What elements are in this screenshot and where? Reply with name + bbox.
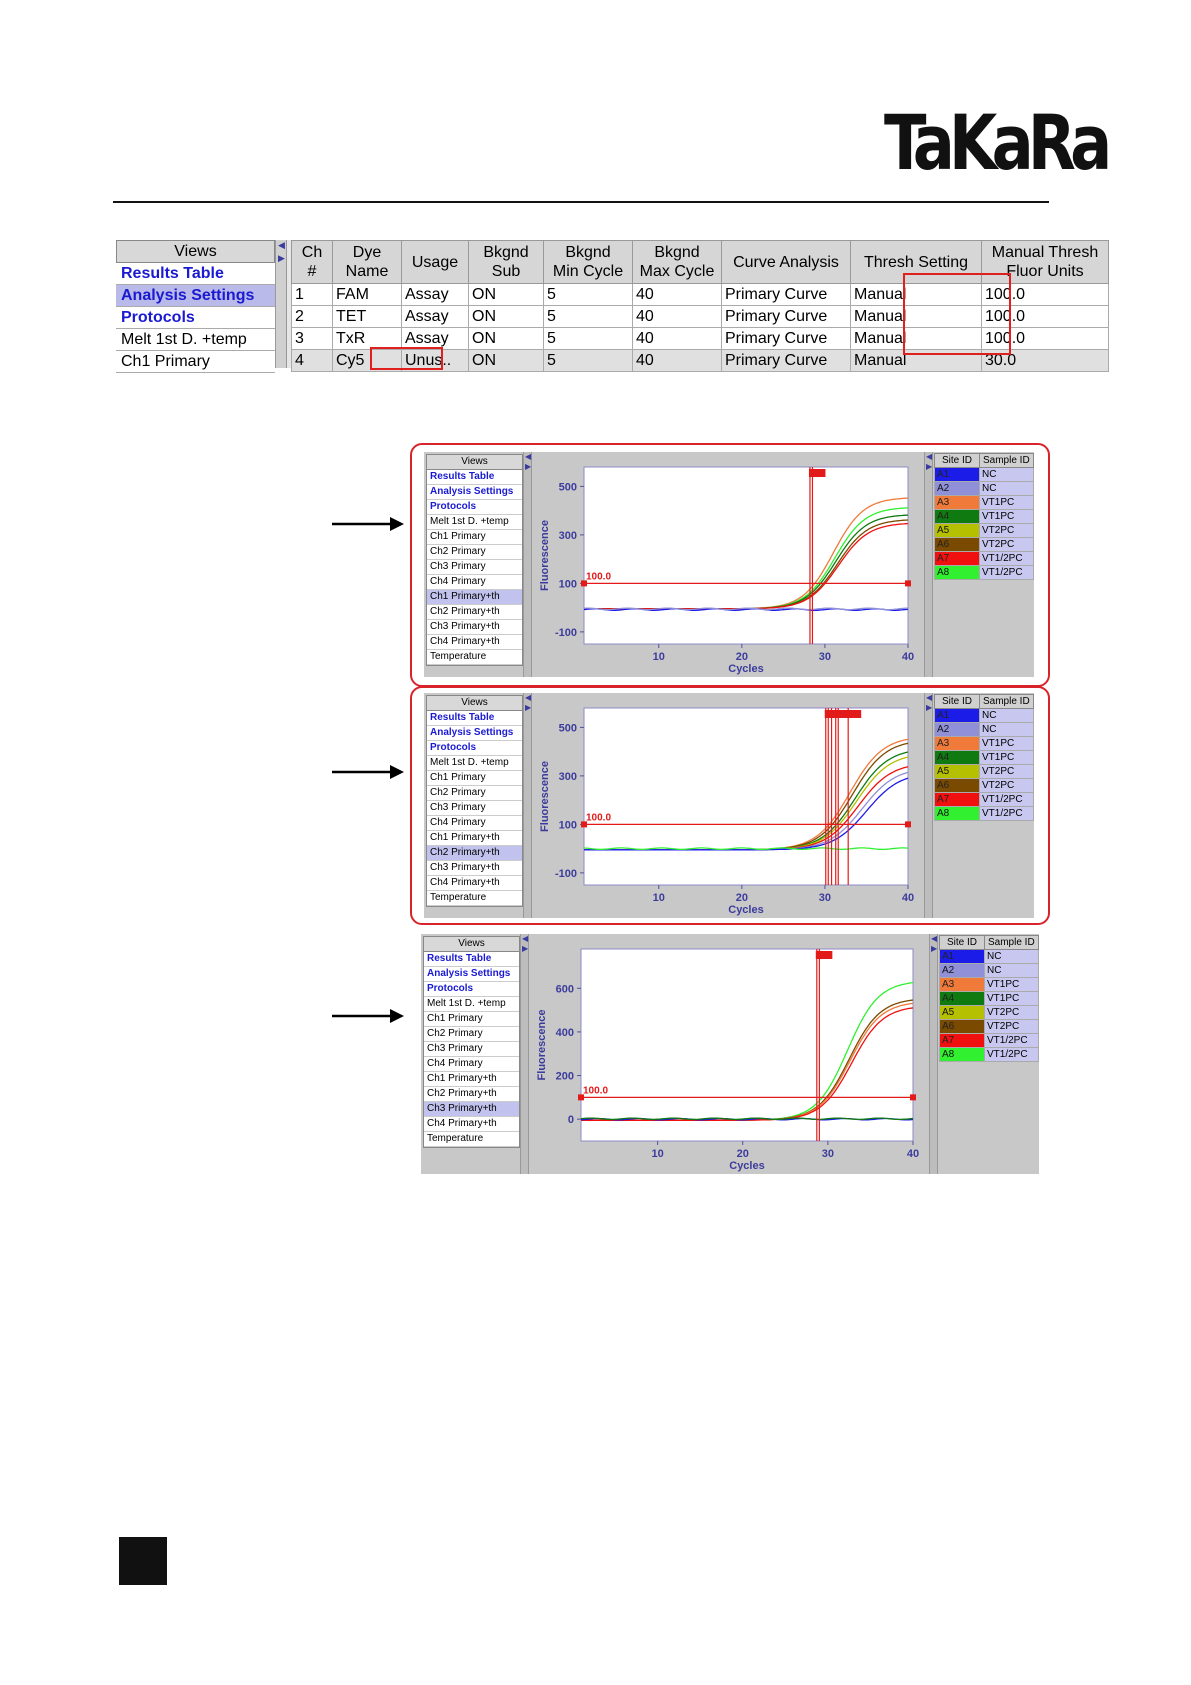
legend-row[interactable] — [935, 807, 1034, 821]
legend-row[interactable] — [935, 737, 1034, 751]
table-cell[interactable]: TET — [333, 306, 402, 328]
column-header-line1: Dye — [352, 244, 382, 261]
legend-row[interactable] — [935, 709, 1034, 723]
table-cell[interactable]: 2 — [292, 306, 333, 328]
table-cell[interactable]: 100.0 — [982, 306, 1109, 328]
table-cell[interactable]: 100.0 — [982, 284, 1109, 306]
y-tick-label: 600 — [555, 983, 574, 996]
table-cell[interactable]: ON — [469, 328, 544, 350]
column-header-line1: Bkgnd — [654, 244, 700, 261]
view-item[interactable]: Ch3 Primary+th — [427, 861, 522, 876]
sample-id-cell[interactable]: NC — [980, 709, 1034, 723]
table-cell[interactable]: 3 — [292, 328, 333, 350]
table-cell[interactable]: 1 — [292, 284, 333, 306]
header-rule — [113, 201, 1049, 203]
site-id-cell[interactable]: A3 — [940, 978, 985, 992]
table-cell[interactable]: 40 — [633, 306, 722, 328]
column-header-line2: Max Cycle — [639, 263, 715, 280]
table-cell[interactable]: Assay — [402, 306, 469, 328]
table-cell[interactable]: Primary Curve — [722, 306, 851, 328]
view-item[interactable]: Ch2 Primary — [427, 545, 522, 560]
x-tick-label: 10 — [652, 892, 665, 904]
sample-id-cell[interactable]: VT1PC — [980, 510, 1034, 524]
legend-header[interactable]: Sample ID — [980, 454, 1034, 468]
site-id-cell[interactable]: A4 — [935, 510, 980, 524]
table-cell[interactable]: 100.0 — [982, 328, 1109, 350]
view-item[interactable]: Ch1 Primary — [424, 1012, 519, 1027]
sample-id-cell[interactable]: VT1PC — [985, 978, 1039, 992]
arrow-icon — [332, 1006, 404, 1026]
view-item[interactable]: Ch4 Primary — [427, 575, 522, 590]
sample-id-cell[interactable]: VT1/2PC — [980, 566, 1034, 580]
column-header-line1: Bkgnd — [565, 244, 611, 261]
arrow-icon — [332, 514, 404, 534]
table-cell[interactable]: Assay — [402, 284, 469, 306]
views-header: Views — [427, 696, 522, 711]
site-id-cell[interactable]: A3 — [935, 496, 980, 510]
fluorescence-chart — [531, 935, 929, 1173]
view-item[interactable]: Protocols — [427, 741, 522, 756]
view-item[interactable]: Results Table — [427, 711, 522, 726]
sample-id-cell[interactable]: VT2PC — [980, 524, 1034, 538]
sample-id-cell[interactable]: VT1/2PC — [980, 793, 1034, 807]
x-tick-label: 40 — [906, 1148, 920, 1160]
legend-row[interactable] — [940, 1048, 1039, 1062]
site-id-cell[interactable]: A3 — [935, 737, 980, 751]
collapse-left-icon[interactable]: ◀ — [926, 452, 933, 461]
table-cell[interactable]: 4 — [292, 350, 333, 372]
y-axis-label: Fluorescence — [536, 1009, 548, 1081]
x-tick-label: 30 — [818, 892, 832, 904]
legend-row[interactable] — [935, 482, 1034, 496]
expand-right-icon[interactable]: ▶ — [931, 944, 938, 953]
table-cell[interactable]: ON — [469, 284, 544, 306]
threshold-handle — [905, 821, 911, 827]
y-tick-label: 100 — [558, 819, 577, 832]
expand-right-icon[interactable]: ▶ — [278, 253, 285, 263]
x-axis-label: Cycles — [729, 1160, 765, 1172]
view-item[interactable]: Temperature — [427, 650, 522, 665]
table-cell[interactable]: 40 — [633, 328, 722, 350]
legend-row[interactable] — [935, 510, 1034, 524]
table-cell[interactable]: Cy5 — [333, 350, 402, 372]
collapse-left-icon[interactable]: ◀ — [931, 934, 938, 943]
views-list — [426, 454, 523, 666]
view-item[interactable]: Melt 1st D. +temp — [427, 515, 522, 530]
sample-id-cell[interactable]: NC — [980, 482, 1034, 496]
legend-row[interactable] — [935, 765, 1034, 779]
table-cell[interactable]: 40 — [633, 350, 722, 372]
legend-row[interactable] — [940, 1020, 1039, 1034]
site-id-cell[interactable]: A2 — [940, 964, 985, 978]
column-header[interactable] — [402, 241, 469, 284]
legend-row[interactable] — [935, 524, 1034, 538]
legend-row[interactable] — [940, 1006, 1039, 1020]
sample-id-cell[interactable]: VT1PC — [980, 737, 1034, 751]
expand-right-icon[interactable]: ▶ — [926, 703, 933, 712]
column-header-line2: Min Cycle — [552, 263, 624, 280]
sample-id-cell[interactable]: VT2PC — [985, 1020, 1039, 1034]
legend-row[interactable] — [940, 964, 1039, 978]
view-item[interactable]: Ch4 Primary — [424, 1057, 519, 1072]
view-item[interactable]: Ch3 Primary+th — [424, 1102, 519, 1117]
x-tick-label: 30 — [818, 651, 832, 663]
view-item[interactable]: Ch2 Primary — [424, 1027, 519, 1042]
view-item[interactable]: Ch1 Primary — [427, 530, 522, 545]
view-item[interactable]: Ch2 Primary — [427, 786, 522, 801]
site-id-cell[interactable]: A6 — [935, 779, 980, 793]
column-header-line2: Name — [345, 263, 389, 280]
site-id-cell[interactable]: A2 — [935, 723, 980, 737]
legend-row[interactable] — [935, 566, 1034, 580]
y-tick-label: 0 — [567, 1114, 574, 1127]
column-header-line1: Thresh Setting — [863, 253, 969, 271]
plot-area — [584, 467, 908, 644]
legend-header[interactable]: Site ID — [935, 454, 980, 468]
x-tick-label: 20 — [735, 892, 748, 904]
view-item[interactable]: Ch3 Primary+th — [427, 620, 522, 635]
site-id-cell[interactable]: A5 — [935, 765, 980, 779]
view-item[interactable]: Temperature — [424, 1132, 519, 1147]
table-cell[interactable]: TxR — [333, 328, 402, 350]
expand-right-icon[interactable]: ▶ — [522, 944, 529, 953]
pane-splitter[interactable] — [924, 693, 933, 918]
fluorescence-chart — [534, 694, 924, 917]
table-cell[interactable]: Unus.. — [402, 350, 469, 372]
view-item[interactable]: Analysis Settings — [424, 967, 519, 982]
sample-id-cell[interactable]: VT2PC — [985, 1006, 1039, 1020]
threshold-label: 100.0 — [586, 812, 612, 824]
site-id-cell[interactable]: A4 — [940, 992, 985, 1006]
site-id-cell[interactable]: A5 — [940, 1006, 985, 1020]
table-cell[interactable]: Manual — [851, 328, 982, 350]
column-header[interactable] — [333, 241, 402, 284]
view-item[interactable]: Ch3 Primary — [424, 1042, 519, 1057]
site-id-cell[interactable]: A6 — [940, 1020, 985, 1034]
sample-id-cell[interactable]: VT1PC — [980, 496, 1034, 510]
site-id-cell[interactable]: A7 — [940, 1034, 985, 1048]
column-header-line2: Fluor Units — [1006, 263, 1084, 280]
y-tick-label: 500 — [558, 481, 577, 494]
table-cell[interactable]: Manual — [851, 350, 982, 372]
table-cell[interactable]: Manual — [851, 306, 982, 328]
views-list — [426, 695, 523, 907]
threshold-label: 100.0 — [586, 571, 612, 583]
pane-splitter[interactable] — [523, 452, 532, 677]
views-header: Views — [116, 240, 275, 263]
legend-row[interactable] — [935, 793, 1034, 807]
legend-row[interactable] — [935, 552, 1034, 566]
amplification-panel — [424, 452, 1034, 677]
table-cell[interactable]: 5 — [544, 328, 633, 350]
site-id-cell[interactable]: A1 — [940, 950, 985, 964]
view-item[interactable]: Ch4 Primary+th — [427, 876, 522, 891]
x-tick-label: 30 — [821, 1148, 834, 1160]
x-axis-label: Cycles — [728, 663, 764, 675]
x-tick-label: 10 — [652, 651, 665, 663]
column-header-line1: Bkgnd — [483, 244, 529, 261]
legend-header[interactable]: Site ID — [935, 695, 980, 709]
table-cell[interactable]: Assay — [402, 328, 469, 350]
plot-area — [581, 949, 913, 1141]
table-cell[interactable]: ON — [469, 350, 544, 372]
view-item[interactable]: Ch2 Primary+th — [427, 846, 522, 861]
legend-row[interactable] — [940, 978, 1039, 992]
x-tick-label: 40 — [901, 651, 915, 663]
x-tick-label: 10 — [651, 1148, 664, 1160]
ct-marker-label — [818, 951, 832, 959]
view-ch1-primary[interactable]: Ch1 Primary — [116, 351, 275, 373]
view-melt-1st-d-temp[interactable]: Melt 1st D. +temp — [116, 329, 275, 351]
pane-splitter[interactable] — [523, 693, 532, 918]
y-axis-label: Fluorescence — [539, 761, 551, 832]
table-cell[interactable]: Manual — [851, 284, 982, 306]
table-cell[interactable]: ON — [469, 306, 544, 328]
y-tick-label: 300 — [558, 529, 577, 542]
pane-splitter[interactable] — [275, 240, 287, 368]
pane-splitter[interactable] — [929, 934, 938, 1174]
view-item[interactable]: Analysis Settings — [427, 726, 522, 741]
column-header-line2: # — [307, 263, 317, 280]
y-tick-label: -100 — [554, 626, 577, 639]
column-header[interactable] — [722, 241, 851, 284]
chart-svg — [531, 935, 929, 1173]
view-item[interactable]: Analysis Settings — [427, 485, 522, 500]
legend-row[interactable] — [935, 751, 1034, 765]
site-id-cell[interactable]: A4 — [935, 751, 980, 765]
column-header[interactable] — [292, 241, 333, 284]
sample-id-cell[interactable]: NC — [985, 950, 1039, 964]
column-header[interactable] — [633, 241, 722, 284]
column-header-line1: Ch — [301, 244, 323, 261]
legend-header[interactable]: Sample ID — [980, 695, 1034, 709]
site-id-cell[interactable]: A6 — [935, 538, 980, 552]
expand-right-icon[interactable]: ▶ — [926, 462, 933, 471]
table-cell[interactable]: Primary Curve — [722, 328, 851, 350]
legend-row[interactable] — [940, 992, 1039, 1006]
table-cell[interactable]: FAM — [333, 284, 402, 306]
table-cell[interactable]: 5 — [544, 350, 633, 372]
site-id-cell[interactable]: A8 — [935, 566, 980, 580]
view-item[interactable]: Ch2 Primary+th — [424, 1087, 519, 1102]
x-tick-label: 20 — [735, 651, 748, 663]
collapse-left-icon[interactable]: ◀ — [525, 452, 532, 461]
unused-highlight — [370, 347, 443, 370]
y-tick-label: 400 — [555, 1026, 574, 1039]
page-marker-square — [119, 1537, 167, 1585]
table-cell[interactable]: Primary Curve — [722, 350, 851, 372]
views-list — [116, 240, 276, 368]
legend-row[interactable] — [935, 496, 1034, 510]
x-axis-label: Cycles — [728, 904, 764, 916]
collapse-left-icon[interactable]: ◀ — [278, 240, 285, 250]
view-protocols[interactable]: Protocols — [116, 307, 275, 329]
chart-svg — [534, 694, 924, 917]
table-cell[interactable]: 30.0 — [982, 350, 1109, 372]
sample-id-cell[interactable]: VT1/2PC — [985, 1034, 1039, 1048]
view-item[interactable]: Ch3 Primary — [427, 560, 522, 575]
view-item[interactable]: Results Table — [427, 470, 522, 485]
fluorescence-chart — [534, 453, 924, 676]
sample-id-cell[interactable]: NC — [985, 964, 1039, 978]
view-item[interactable]: Ch1 Primary — [427, 771, 522, 786]
view-item[interactable]: Ch4 Primary — [427, 816, 522, 831]
chart-svg — [534, 453, 924, 676]
pane-splitter[interactable] — [924, 452, 933, 677]
view-item[interactable]: Ch1 Primary+th — [427, 590, 522, 605]
y-tick-label: -100 — [554, 867, 577, 880]
threshold-label: 100.0 — [583, 1085, 609, 1097]
view-item[interactable]: Ch2 Primary+th — [427, 605, 522, 620]
table-cell[interactable]: 5 — [544, 284, 633, 306]
view-item[interactable]: Ch4 Primary+th — [424, 1117, 519, 1132]
view-item[interactable]: Melt 1st D. +temp — [427, 756, 522, 771]
amplification-panel — [424, 693, 1034, 918]
view-analysis-settings[interactable]: Analysis Settings — [116, 285, 275, 307]
site-id-cell[interactable]: A7 — [935, 793, 980, 807]
amplification-panel — [421, 934, 1039, 1174]
y-tick-label: 200 — [555, 1070, 574, 1083]
column-header-line1: Manual Thresh — [991, 244, 1099, 261]
legend-row[interactable] — [935, 779, 1034, 793]
sample-id-cell[interactable]: VT2PC — [980, 538, 1034, 552]
sample-id-cell[interactable]: VT1/2PC — [980, 552, 1034, 566]
view-item[interactable]: Results Table — [424, 952, 519, 967]
expand-right-icon[interactable]: ▶ — [525, 703, 532, 712]
column-header-line1: Usage — [411, 253, 459, 271]
collapse-left-icon[interactable]: ◀ — [926, 693, 933, 702]
table-cell[interactable]: Primary Curve — [722, 284, 851, 306]
column-header[interactable] — [544, 241, 633, 284]
ct-marker-label — [811, 469, 825, 477]
x-tick-label: 40 — [901, 892, 915, 904]
view-item[interactable]: Protocols — [427, 500, 522, 515]
legend-header[interactable]: Sample ID — [985, 936, 1039, 950]
table-cell[interactable]: 40 — [633, 284, 722, 306]
view-results-table[interactable]: Results Table — [116, 263, 275, 285]
legend-header[interactable]: Site ID — [940, 936, 985, 950]
site-id-cell[interactable]: A8 — [940, 1048, 985, 1062]
sample-id-cell[interactable]: VT2PC — [980, 779, 1034, 793]
table-cell[interactable]: 5 — [544, 306, 633, 328]
sample-id-cell[interactable]: VT1/2PC — [980, 807, 1034, 821]
sample-legend — [934, 453, 1034, 580]
x-tick-label: 20 — [736, 1148, 749, 1160]
sample-id-cell[interactable]: NC — [980, 468, 1034, 482]
ct-marker-label — [847, 710, 861, 718]
views-list — [423, 936, 520, 1148]
column-header-line2: Sub — [491, 263, 521, 280]
sample-id-cell[interactable]: VT2PC — [980, 765, 1034, 779]
sample-id-cell[interactable]: VT1PC — [980, 751, 1034, 765]
view-item[interactable]: Protocols — [424, 982, 519, 997]
collapse-left-icon[interactable]: ◀ — [522, 934, 529, 943]
views-header: Views — [424, 937, 519, 952]
takara-logo: TaKaRa — [884, 98, 1107, 187]
legend-row[interactable] — [935, 538, 1034, 552]
legend-row[interactable] — [940, 1034, 1039, 1048]
collapse-left-icon[interactable]: ◀ — [525, 693, 532, 702]
sample-legend — [939, 935, 1039, 1062]
sample-id-cell[interactable]: NC — [980, 723, 1034, 737]
expand-right-icon[interactable]: ▶ — [525, 462, 532, 471]
sample-legend — [934, 694, 1034, 821]
y-tick-label: 300 — [558, 770, 577, 783]
y-tick-label: 500 — [558, 722, 577, 735]
legend-row[interactable] — [935, 468, 1034, 482]
column-header[interactable] — [469, 241, 544, 284]
view-item[interactable]: Ch1 Primary+th — [424, 1072, 519, 1087]
site-id-cell[interactable]: A1 — [935, 709, 980, 723]
manual-thresh-highlight — [903, 273, 1011, 355]
site-id-cell[interactable]: A1 — [935, 468, 980, 482]
site-id-cell[interactable]: A8 — [935, 807, 980, 821]
view-item[interactable]: Ch4 Primary+th — [427, 635, 522, 650]
y-tick-label: 100 — [558, 578, 577, 591]
y-axis-label: Fluorescence — [539, 520, 551, 591]
threshold-handle — [905, 580, 911, 586]
site-id-cell[interactable]: A5 — [935, 524, 980, 538]
site-id-cell[interactable]: A7 — [935, 552, 980, 566]
views-header: Views — [427, 455, 522, 470]
legend-row[interactable] — [940, 950, 1039, 964]
view-item[interactable]: Ch3 Primary — [427, 801, 522, 816]
threshold-handle — [910, 1094, 916, 1100]
arrow-icon — [332, 762, 404, 782]
sample-id-cell[interactable]: VT1PC — [985, 992, 1039, 1006]
sample-id-cell[interactable]: VT1/2PC — [985, 1048, 1039, 1062]
legend-row[interactable] — [935, 723, 1034, 737]
view-item[interactable]: Ch1 Primary+th — [427, 831, 522, 846]
view-item[interactable]: Temperature — [427, 891, 522, 906]
view-item[interactable]: Melt 1st D. +temp — [424, 997, 519, 1012]
site-id-cell[interactable]: A2 — [935, 482, 980, 496]
pane-splitter[interactable] — [520, 934, 529, 1174]
column-header-line1: Curve Analysis — [733, 253, 839, 271]
